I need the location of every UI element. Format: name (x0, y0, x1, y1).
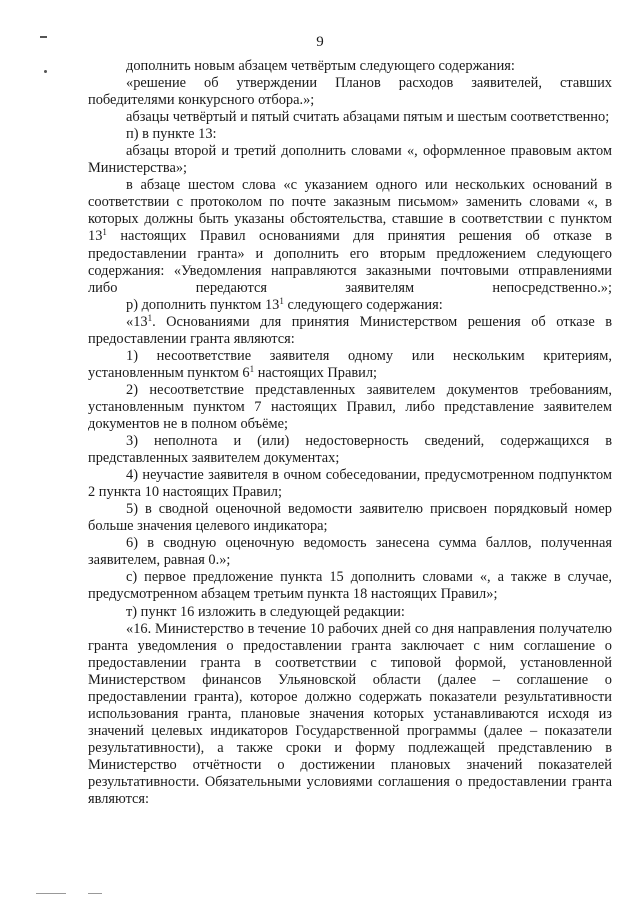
paragraph: 1) несоответствие заявителя одному или нескольким критериям, установленным пунктом $6^1$ настоящих Правил; (88, 347, 612, 381)
paragraph: 2) несоответствие представленных заявителем документов требованиям, установленным пунктом 7 настоящих Правил, либо представление заявителем документов не в полном объёме; (88, 381, 612, 432)
document-body (88, 58, 612, 808)
superscript: 1 (279, 295, 284, 306)
paragraph: в абзаце шестом слова «с указанием одного или нескольких оснований в соответствии с протоколом по почте заказным письмом» заменить словами «, в которых должны быть указаны обстоятельства, ставшие в соответствии с пунктом $13^1$ настоящих Правил основаниями для принятия решения об отказе в предоставлении гранта» и дополнить его вторым предложением следующего содержания: «Уведомления направляются заказными почтовыми отправлениями либо передаются заявителям непосредственно.»; (88, 177, 612, 296)
paragraph: дополнить новым абзацем четвёртым следующего содержания: (126, 58, 515, 74)
paragraph: «16. Министерство в течение 10 рабочих дней со дня направления получателю гранта уведомления о предоставлении гранта заключает с ним соглашение о предоставлении гранта в соответствии с типовой формой, установленной Министерством финансов Ульяновской области (далее – соглашение о предоставлении гранта), которое должно содержать показатели результативности использования гранта, плановые значения которых устанавливаются исходя из значений целевых индикаторов Государственной программы (далее – показатели результативности), а также сроки и форму подлежащей представлению в Министерство отчётности о достижении плановых значений показателей результативности. Обязательными условиями соглашения о предоставлении гранта являются: (88, 620, 612, 808)
paragraph: 3) неполнота и (или) недостоверность сведений, содержащихся в представленных заявителем документах; (88, 433, 612, 467)
page-number: 9 (316, 34, 324, 50)
superscript: 1 (249, 363, 255, 374)
scan-artifact (88, 893, 102, 894)
paragraph: «$13^1$. Основаниями для принятия Министерством решения об отказе в предоставлении гранта являются: (88, 312, 612, 347)
paragraph: «решение об утверждении Планов расходов заявителей, ставших победителями конкурсного отбора.»; (88, 75, 612, 109)
paragraph: 5) в сводной оценочной ведомости заявителю присвоен порядковый номер больше значения целевого индикатора; (88, 501, 612, 535)
scan-artifact (36, 893, 66, 894)
paragraph: 6) в сводную оценочную ведомость занесена сумма баллов, полученная заявителем, равная 0.»; (88, 535, 612, 569)
paragraph: р) дополнить пунктом $13^1$ следующего содержания: (126, 295, 443, 313)
scan-artifact (44, 70, 47, 73)
superscript: 1 (102, 227, 107, 238)
paragraph: 4) неучастие заявителя в очном собеседовании, предусмотренном подпунктом 2 пункта 10 настоящих Правил; (88, 467, 612, 501)
paragraph: п) в пункте 13: (126, 126, 217, 143)
superscript: 1 (147, 312, 153, 323)
paragraph: т) пункт 16 изложить в следующей редакции: (126, 603, 405, 620)
paragraph: с) первое предложение пункта 15 дополнить словами «, а также в случае, предусмотренном абзацем третьим пункта 18 настоящих Правил»; (88, 569, 612, 603)
paragraph: абзацы второй и третий дополнить словами «, оформленное правовым актом Министерства»; (88, 143, 612, 177)
scan-artifact (40, 36, 47, 38)
paragraph: абзацы четвёртый и пятый считать абзацами пятым и шестым соответственно; (126, 109, 610, 126)
